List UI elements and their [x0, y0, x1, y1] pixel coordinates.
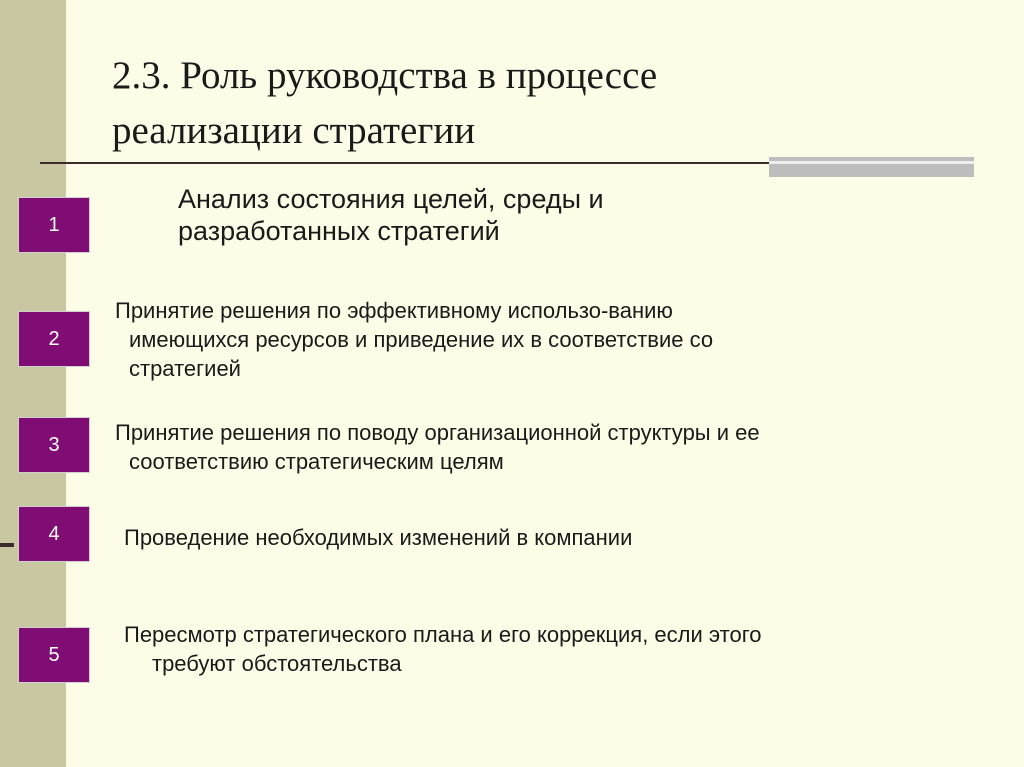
item-text-line: Проведение необходимых изменений в компании [124, 525, 633, 550]
item-text-line: соответствию стратегическим целям [129, 449, 504, 474]
title-divider [40, 162, 770, 164]
title-divider-accent [769, 157, 974, 177]
slide-title-line: 2.3. Роль руководства в процессе [112, 54, 658, 97]
left-tick-mark [0, 543, 14, 547]
item-text-line: имеющихся ресурсов и приведение их в соответствие со [129, 327, 714, 352]
item-number-box: 3 [18, 417, 90, 473]
slide-title [112, 48, 812, 158]
item-text [124, 620, 761, 678]
item-text-line: Анализ состояния целей, среды и [178, 184, 604, 214]
item-text-line: Принятие решения по поводу организационной структуры и ее [115, 420, 760, 445]
item-text-line: стратегией [129, 356, 241, 381]
item-text-line: Пересмотр стратегического плана и его коррекция, если этого [124, 622, 762, 647]
item-text [178, 183, 604, 247]
item-text [115, 418, 760, 476]
item-text-line: разработанных стратегий [178, 216, 500, 246]
item-number-box: 1 [18, 197, 90, 253]
item-text-line: требуют обстоятельства [152, 651, 402, 676]
item-number-box: 2 [18, 311, 90, 367]
item-text [115, 296, 713, 383]
slide-title-line: реализации стратегии [112, 109, 476, 152]
item-text-line: Принятие решения по эффективному использо-ванию [115, 298, 673, 323]
item-number-box: 4 [18, 506, 90, 562]
item-number-box: 5 [18, 627, 90, 683]
item-text [124, 523, 632, 552]
